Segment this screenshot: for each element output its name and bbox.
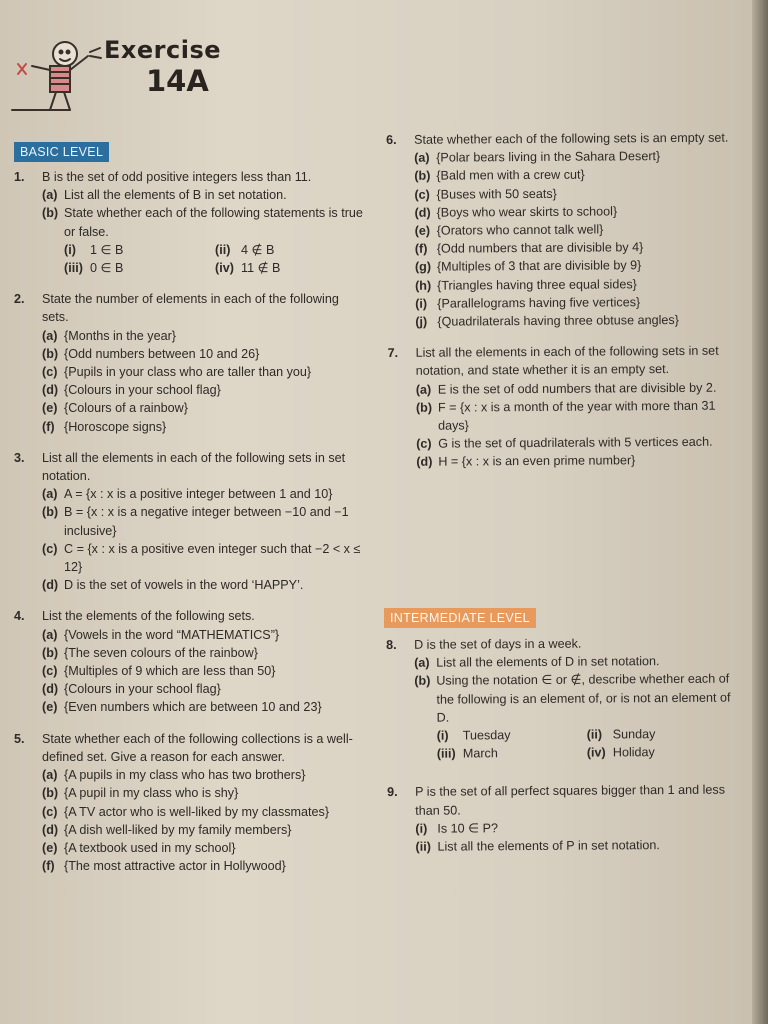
stick-figure-mascot-icon [10,32,105,122]
question-number: 9. [387,785,398,800]
sub-parts-row [64,241,366,259]
part-label: (b) [42,206,59,221]
sub-text: March [462,746,498,761]
part-d [416,451,738,471]
part-text: F = {x : x is a month of the year with more than 31 days} [437,398,716,433]
question-4 [14,607,366,716]
part-c [42,540,366,576]
part-d [42,680,366,698]
sub-label: (iv) [215,261,234,276]
part-text: Using the notation ∈ or ∉, describe whether each of the following is an element of, or is not an element of D. [436,672,731,725]
part-b [42,503,366,539]
part-text: {Multiples of 3 that are divisible by 9} [436,258,642,275]
question-7 [387,342,738,472]
question-number: 7. [387,346,399,361]
sub-part-i [415,817,737,837]
part-i [415,292,737,312]
part-e [42,698,366,716]
part-b [414,165,736,185]
part-a [42,327,366,345]
part-text: {Buses with 50 seats} [436,186,557,202]
part-text: C = {x : x is a positive even integer such that −2 < x ≤ 12} [64,541,361,575]
sub-text: Sunday [612,727,656,742]
sub-text: 1 ∈ B [90,242,124,257]
exercise-number: 14A [146,64,209,98]
part-text: List all the elements of B in set notation. [64,188,287,203]
part-a [416,378,738,398]
part-text: {Polar bears living in the Sahara Desert} [436,149,661,165]
part-label: (d) [42,383,59,398]
question-number: 4. [14,609,25,624]
sub-part-ii [415,836,737,856]
question-number: 2. [14,292,25,307]
part-label: (i) [415,821,428,836]
sub-text: Tuesday [462,728,511,743]
part-b [42,204,366,240]
question-6 [386,129,737,332]
part-text: {Triangles having three equal sides} [437,276,637,293]
part-b [414,670,736,727]
part-a [42,186,366,204]
part-f [415,238,737,258]
part-text: A = {x : x is a positive integer between 1 and 10} [64,487,333,502]
part-e [42,839,366,857]
sub-part-iii [64,259,215,277]
part-d [415,201,737,221]
basic-level-banner: BASIC LEVEL [14,142,109,162]
part-text: {A TV actor who is well-liked by my classmates} [64,804,330,819]
part-label: (d) [416,455,433,470]
sub-part-i [64,241,215,259]
part-label: (e) [42,840,58,855]
sub-label: (ii) [215,242,231,257]
part-d [42,576,366,594]
part-label: (e) [42,700,58,715]
part-label: (e) [414,223,431,238]
part-label: (g) [414,260,432,275]
part-h [415,274,737,294]
right-column-lower [386,634,738,870]
sub-label: (iii) [64,261,83,276]
sub-parts-row [437,743,737,763]
part-text: {Parallelograms having five vertices} [437,295,641,311]
part-label: (f) [42,419,55,434]
part-label: (a) [42,188,58,203]
part-label: (c) [414,187,430,202]
part-label: (b) [42,346,59,361]
sub-part-iv [215,259,366,277]
part-text: H = {x : x is an even prime number} [438,453,636,470]
part-label: (a) [42,328,58,343]
part-label: (j) [415,314,428,329]
part-text: {Multiples of 9 which are less than 50} [64,664,276,679]
part-c [42,363,366,381]
part-text: {The seven colours of the rainbow} [64,645,258,660]
part-label: (c) [42,804,58,819]
part-text: E is the set of odd numbers that are divisible by 2. [437,380,717,397]
sub-label: (i) [436,728,449,743]
part-d [42,381,366,399]
part-c [416,433,738,453]
part-label: (f) [414,241,428,257]
part-text: {Colours of a rainbow} [64,401,188,416]
question-stem: P is the set of all perfect squares bigger than 1 and less than 50. [415,783,726,818]
part-label: (b) [414,169,431,184]
part-text: {The most attractive actor in Hollywood} [64,859,286,874]
part-text: {Months in the year} [64,328,177,343]
sub-parts-row [64,259,366,277]
question-number: 6. [386,132,397,147]
part-c [42,662,366,680]
sub-part-ii [215,241,366,259]
sub-label: (iii) [436,746,456,761]
sub-part-iii [437,744,587,763]
part-label: (c) [416,436,432,452]
part-text: G is the set of quadrilaterals with 5 vertices each. [438,434,713,451]
part-b [42,644,366,662]
book-spine-edge [752,0,768,1024]
part-text: Is 10 ∈ P? [437,821,499,836]
part-text: {A pupil in my class who is shy} [64,786,239,801]
part-text: {Orators who cannot talk well} [436,222,604,238]
part-b [416,396,738,435]
question-8 [386,634,737,764]
part-text: {A dish well-liked by my family members} [64,822,292,837]
part-text: {A textbook used in my school} [64,840,236,855]
part-b [42,345,366,363]
part-label: (b) [42,786,59,801]
part-label: (d) [42,578,59,593]
part-a [414,147,736,167]
question-2 [14,290,366,436]
part-a [42,485,366,503]
question-stem: D is the set of days in a week. [414,636,582,652]
part-text: {Quadrilaterals having three obtuse angles} [437,312,679,329]
question-number: 1. [14,170,25,184]
exercise-title: Exercise [104,36,222,64]
part-label: (ii) [415,839,431,854]
question-stem: List the elements of the following sets. [42,609,255,624]
sub-text: Holiday [612,745,655,760]
part-label: (a) [42,768,58,783]
part-label: (a) [42,627,58,642]
part-label: (a) [42,487,58,502]
sub-label: (i) [64,242,76,257]
part-text: {Horoscope signs} [64,419,167,434]
question-stem: B is the set of odd positive integers less than 11. [42,170,312,184]
part-label: (d) [42,822,59,837]
part-label: (b) [414,674,431,689]
part-label: (i) [415,296,428,311]
sub-text: 0 ∈ B [90,261,124,276]
part-text: {Colours in your school flag} [64,383,221,398]
sub-part-ii [587,725,737,744]
part-d [42,821,366,839]
part-label: (d) [42,682,59,697]
question-5 [14,730,366,876]
sub-part-i [437,726,587,745]
part-a [414,652,736,672]
part-g [415,256,737,276]
part-e [42,399,366,417]
part-a [42,626,366,644]
question-stem: State whether each of the following collections is a well-defined set. Give a reason for each answer. [42,731,353,764]
part-text: {A pupils in my class who has two brothers} [64,768,306,783]
part-label: (b) [42,645,59,660]
part-text: D is the set of vowels in the word ‘HAPPY’. [64,578,304,593]
question-stem: List all the elements in each of the following sets in set notation, and state whether it is an empty set. [415,343,719,379]
part-a [42,766,366,784]
part-text: {Even numbers which are between 10 and 23} [64,700,322,715]
part-c [414,183,736,203]
part-j [415,311,737,331]
part-label: (d) [414,205,431,220]
part-text: {Bald men with a crew cut} [436,168,585,184]
part-text: State whether each of the following statements is true or false. [64,206,363,239]
question-number: 8. [386,637,397,652]
part-label: (a) [414,150,430,166]
question-stem: State the number of elements in each of the following sets. [42,292,339,325]
part-f [42,418,366,436]
part-c [42,803,366,821]
sub-label: (ii) [586,727,603,742]
part-label: (b) [42,505,59,520]
right-column [386,129,738,485]
part-label: (c) [42,664,58,679]
part-label: (c) [42,365,58,380]
question-number: 3. [14,450,25,465]
part-label: (c) [42,541,58,556]
part-text: B = {x : x is a negative integer between −10 and −1 inclusive} [64,505,349,538]
sub-text: 4 ∉ B [241,242,275,257]
part-text: {Colours in your school flag} [64,682,221,697]
part-text: {Vowels in the word “MATHEMATICS”} [64,627,280,642]
part-text: {Boys who wear skirts to school} [436,204,618,220]
sub-parts-row [437,725,737,745]
question-3 [14,449,366,595]
part-b [42,784,366,802]
sub-part-iv [587,743,737,762]
part-text: List all the elements of D in set notation. [436,654,660,670]
intermediate-level-banner: INTERMEDIATE LEVEL [384,608,536,628]
part-label: (e) [42,401,58,416]
sub-text: 11 ∉ B [241,261,281,276]
question-number: 5. [14,731,25,746]
question-9 [387,781,737,856]
part-label: (a) [414,655,430,671]
part-label: (b) [415,400,433,415]
part-text: {Odd numbers between 10 and 26} [64,346,260,361]
left-column [14,168,366,888]
part-text: {Odd numbers that are divisible by 4} [436,240,644,256]
part-f [42,857,366,875]
part-label: (a) [415,382,432,397]
part-text: List all the elements of P in set notation. [437,838,660,854]
part-e [415,220,737,240]
part-text: {Pupils in your class who are taller than you} [64,365,312,380]
part-label: (f) [42,859,55,874]
question-stem: List all the elements in each of the following sets in set notation. [42,450,346,484]
part-label: (h) [415,278,432,293]
sub-label: (iv) [586,745,606,760]
question-1 [14,168,366,277]
question-stem: State whether each of the following sets is an empty set. [414,130,729,147]
